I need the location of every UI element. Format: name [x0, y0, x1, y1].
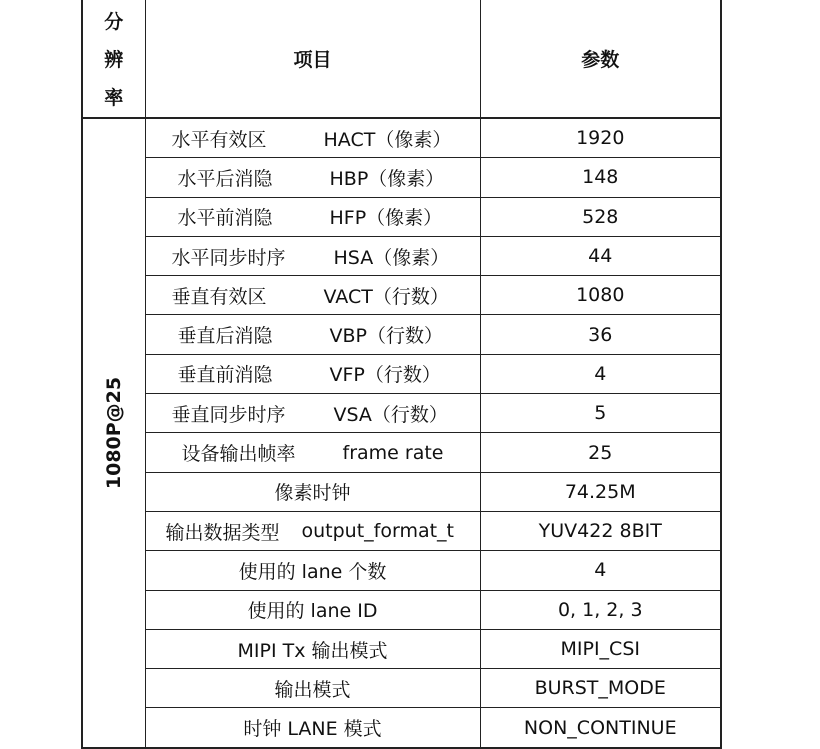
item-cn-label: 垂直有效区	[171, 285, 267, 308]
value-cell: 44	[480, 236, 721, 275]
value-cell: 36	[480, 315, 721, 354]
table-row	[82, 511, 721, 550]
item-en-label: VACT（行数）	[323, 285, 449, 308]
table-row	[82, 276, 721, 315]
table-row	[82, 472, 721, 511]
item-cn-label: 垂直后消隐	[177, 325, 273, 348]
value-cell: 1920	[480, 118, 721, 158]
item-cn-label: 设备输出帧率	[181, 443, 296, 466]
item-cell	[145, 118, 480, 158]
item-cell	[145, 433, 480, 472]
table-row	[82, 551, 721, 590]
item-cn-label: 输出数据类型	[165, 521, 280, 544]
item-en-label: VFP（行数）	[329, 364, 441, 387]
item-cell: 输出模式	[145, 669, 480, 708]
value-cell: 0, 1, 2, 3	[480, 590, 721, 629]
item-cell	[145, 236, 480, 275]
item-en-label: output_format_t	[301, 520, 455, 543]
table-row	[82, 158, 721, 197]
item-en-label: frame rate	[342, 441, 444, 464]
item-cn-label: 水平有效区	[171, 128, 267, 151]
header-resolution: 分 辨 率	[82, 0, 145, 118]
value-cell: 25	[480, 433, 721, 472]
item-cell	[145, 197, 480, 236]
resolution-cell	[82, 118, 145, 748]
item-cell: 时钟 LANE 模式	[145, 708, 480, 748]
item-cn-label: 垂直同步时序	[171, 403, 286, 426]
value-cell: 74.25M	[480, 472, 721, 511]
value-cell: 5	[480, 394, 721, 433]
value-cell: 148	[480, 158, 721, 197]
item-en-label: VBP（行数）	[329, 325, 443, 348]
table-row	[82, 197, 721, 236]
spec-table	[81, 0, 722, 749]
header-item: 项目	[145, 0, 480, 118]
value-cell: MIPI_CSI	[480, 629, 721, 668]
header-row	[82, 0, 721, 118]
table-row	[82, 315, 721, 354]
item-cn-label: 水平后消隐	[177, 167, 273, 190]
table-row	[82, 433, 721, 472]
item-cell: 像素时钟	[145, 472, 480, 511]
table-row	[82, 236, 721, 275]
value-cell: YUV422 8BIT	[480, 511, 721, 550]
table-row	[82, 629, 721, 668]
item-en-label: VSA（行数）	[333, 403, 448, 426]
header-param: 参数	[480, 0, 721, 118]
item-en-label: HSA（像素）	[333, 246, 450, 269]
table-row	[82, 394, 721, 433]
table-row	[82, 118, 721, 158]
item-cell: 使用的 lane ID	[145, 590, 480, 629]
item-cell	[145, 511, 480, 550]
item-cell	[145, 394, 480, 433]
item-cell	[145, 158, 480, 197]
table-row	[82, 590, 721, 629]
item-cn-label: 垂直前消隐	[177, 364, 273, 387]
item-cn-label: 水平同步时序	[171, 246, 286, 269]
table-row	[82, 354, 721, 393]
item-cell	[145, 354, 480, 393]
table-row	[82, 669, 721, 708]
resolution-value: 1080P@25	[102, 376, 125, 489]
value-cell: NON_CONTINUE	[480, 708, 721, 748]
value-cell: BURST_MODE	[480, 669, 721, 708]
value-cell: 528	[480, 197, 721, 236]
value-cell: 4	[480, 354, 721, 393]
item-cell	[145, 276, 480, 315]
item-en-label: HBP（像素）	[329, 167, 445, 190]
value-cell: 4	[480, 551, 721, 590]
item-cn-label: 水平前消隐	[177, 207, 273, 230]
item-en-label: HACT（像素）	[323, 128, 452, 151]
item-cell: MIPI Tx 输出模式	[145, 629, 480, 668]
item-cell: 使用的 lane 个数	[145, 551, 480, 590]
item-en-label: HFP（像素）	[329, 207, 443, 230]
item-cell	[145, 315, 480, 354]
value-cell: 1080	[480, 276, 721, 315]
